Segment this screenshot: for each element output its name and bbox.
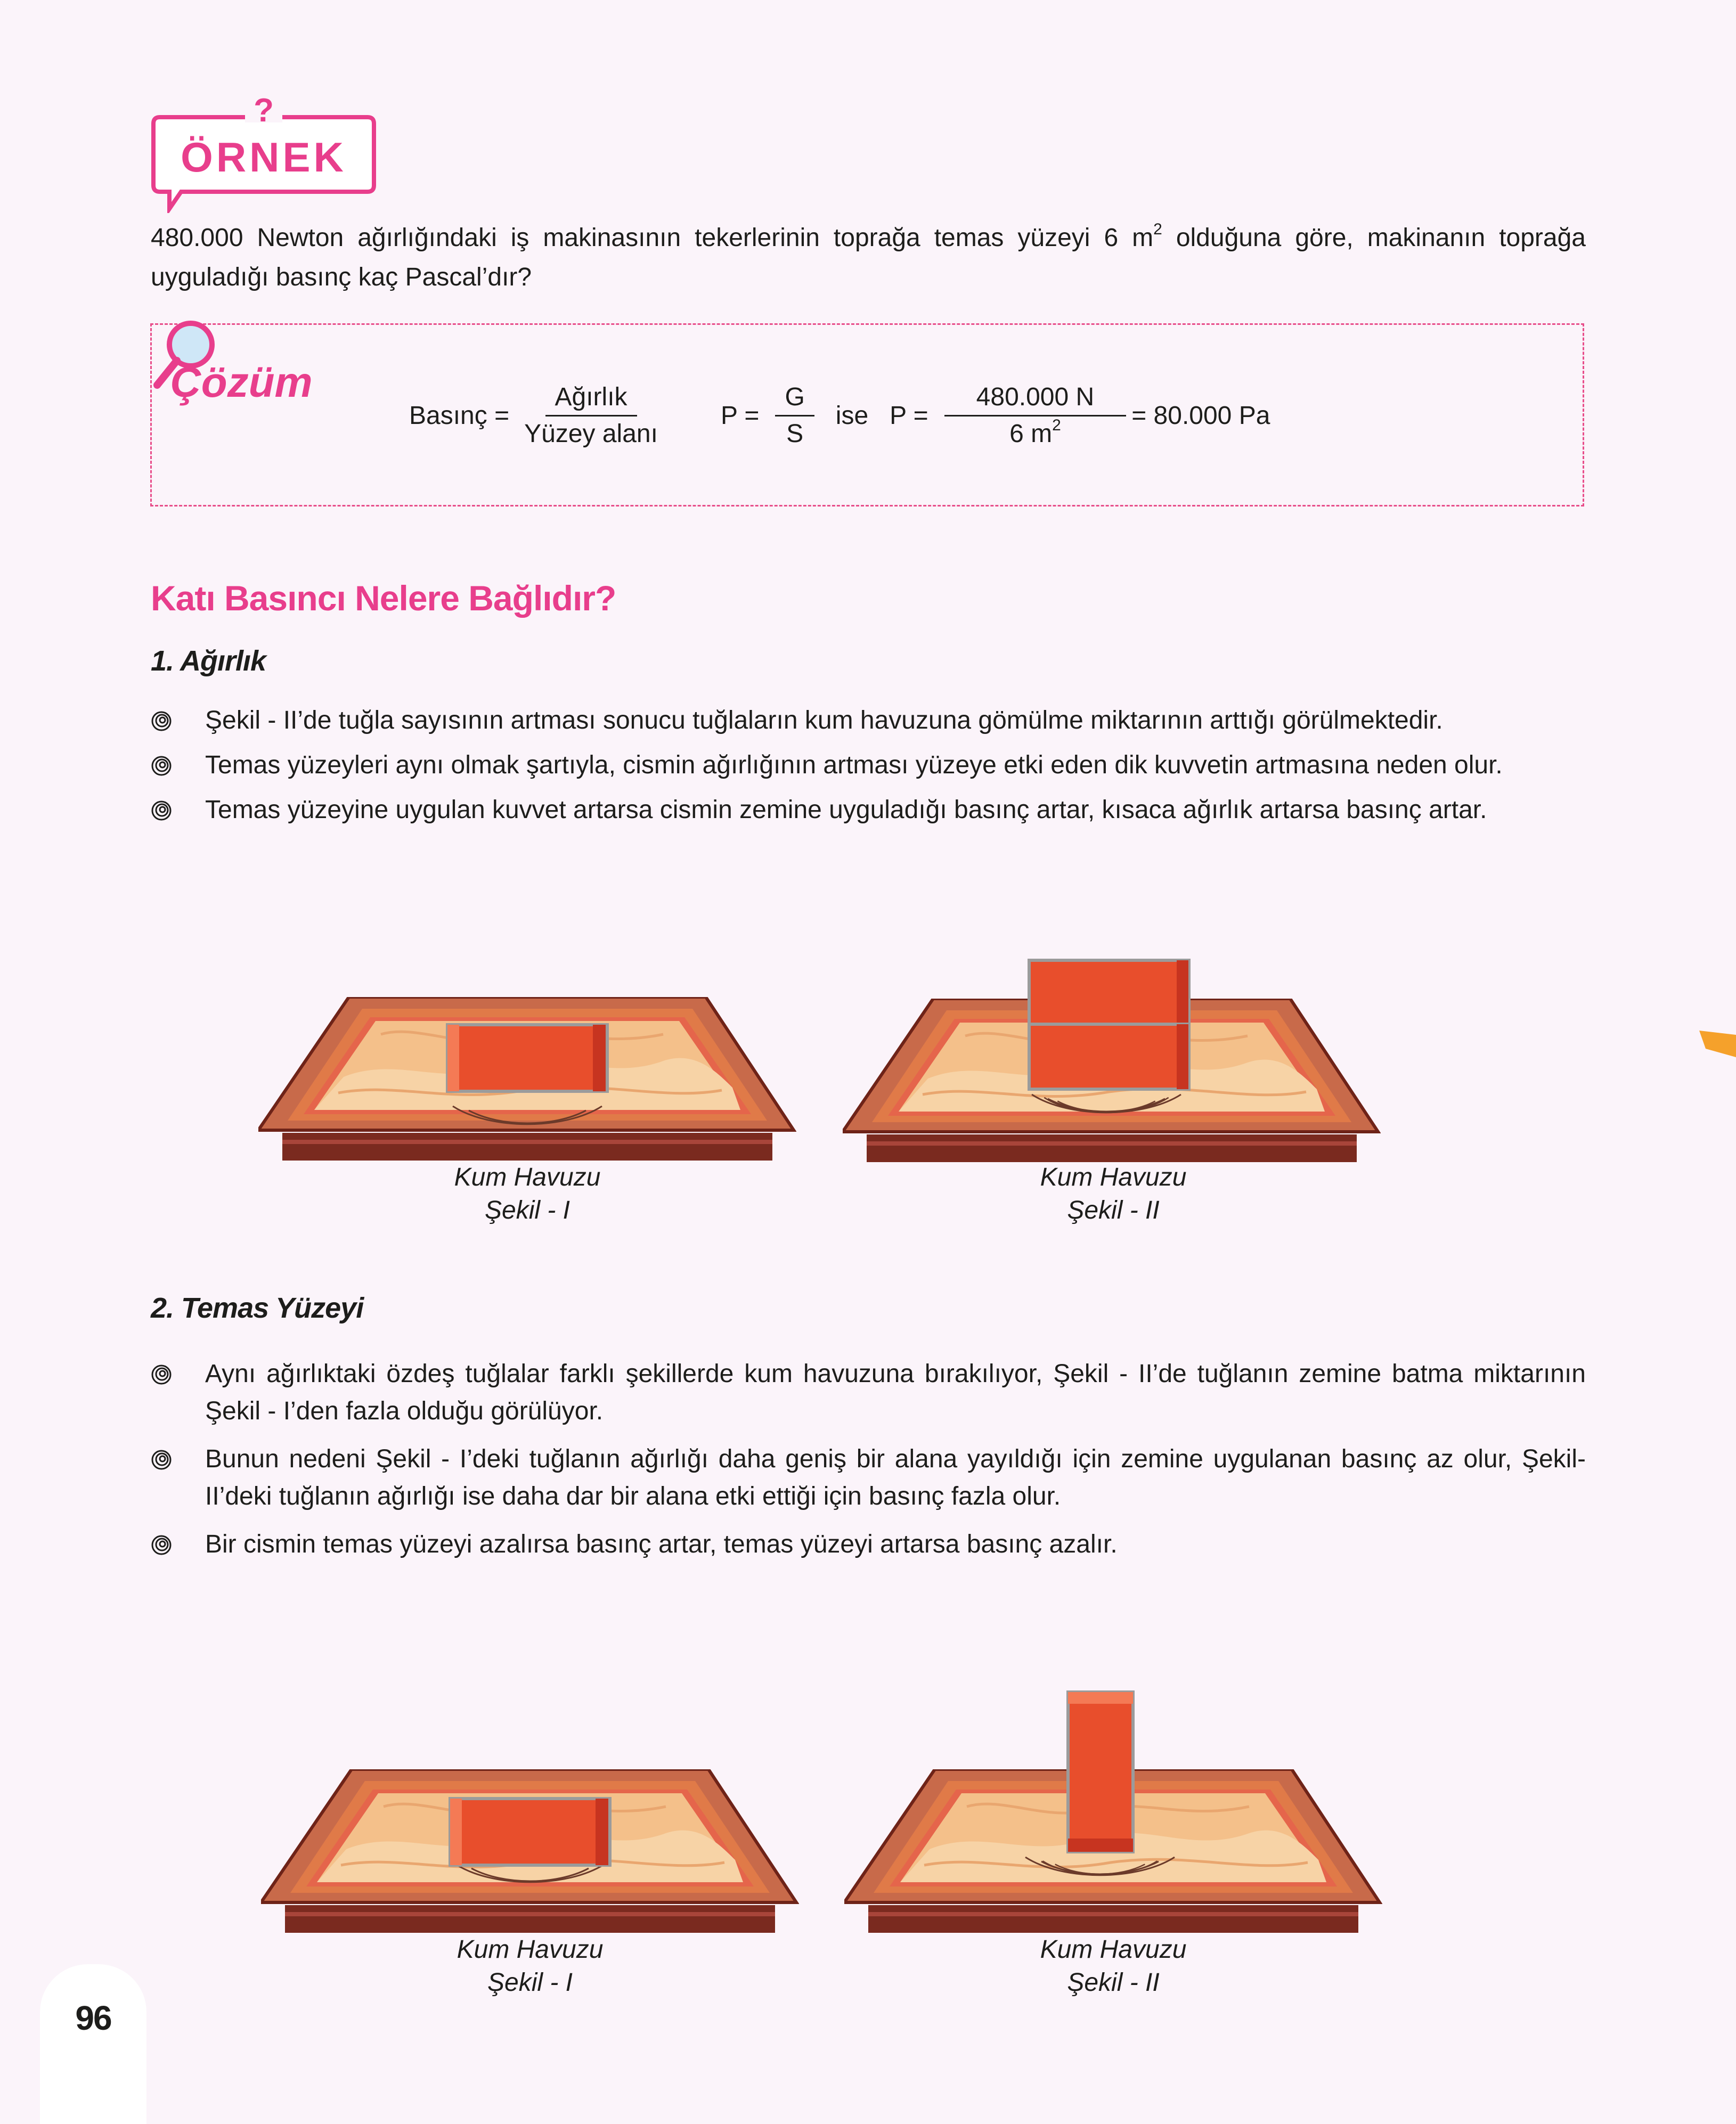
page-number-tab — [40, 1964, 146, 2124]
ornek-label: ÖRNEK — [181, 134, 347, 181]
section-title: Katı Basıncı Nelere Bağlıdır? — [151, 578, 616, 618]
list-item: Şekil - II’de tuğla sayısının artması sonucu tuğlaların kum havuzuna gömülme miktarının arttığı görülmektedir. — [151, 702, 1586, 739]
sandbox-figure-1 — [258, 997, 796, 1167]
figure-4-caption: Kum Havuzu Şekil - II — [1040, 1935, 1187, 1997]
figure-3-caption: Kum Havuzu Şekil - I — [457, 1935, 604, 1997]
page-number: 96 — [75, 1999, 111, 2037]
brick — [450, 1799, 610, 1865]
figure-2-caption: Kum Havuzu Şekil - II — [1040, 1163, 1187, 1224]
list-item: Temas yüzeyine uygulan kuvvet artarsa cismin zemine uyguladığı basınç artar, kısaca ağırlık artarsa basınç artar. — [151, 791, 1586, 829]
example-question: 480.000 Newton ağırlığındaki iş makinasının tekerlerinin toprağa temas yüzeyi 6 $m^2$ olduğuna göre, makinanın toprağa uyguladığı basınç kaç Pascal’dır? — [151, 220, 1586, 291]
solution-formula: Basınç = $\frac{\text{Ağırlık}}{\text{Yüzey alanı}}$ P = $\frac{G}{S}$ ise P = $\frac{480.000 N}{6 m^2}$ = 80.000 Pa — [409, 382, 1270, 448]
sandbox-figure-4 — [844, 1689, 1382, 1940]
spiral-bullet-icon — [151, 755, 172, 777]
spiral-bullet-icon — [151, 1534, 172, 1556]
spiral-bullet-icon — [151, 710, 172, 732]
side-tab-marker — [1699, 1031, 1736, 1057]
cozum-badge — [144, 317, 325, 423]
brick — [1029, 1024, 1189, 1089]
question-mark-icon: ? — [254, 96, 274, 129]
list-item: Temas yüzeyleri aynı olmak şartıyla, cismin ağırlığının artması yüzeye etki eden dik kuvvetin artmasına neden olur. — [151, 747, 1586, 784]
brick — [1029, 960, 1189, 1024]
list-item: Bunun nedeni Şekil - I’deki tuğlanın ağırlığı daha geniş bir alana yayıldığı için zemine uygulanan basınç az olur, Şekil-II’deki tuğlanın ağırlığı ise daha dar bir alana etki ettiği için basınç fazla olur. — [151, 1441, 1586, 1515]
list-item: Aynı ağırlıktaki özdeş tuğlalar farklı şekillerde kum havuzuna bırakılıyor, Şekil - II’de tuğlanın zemine batma miktarının Şekil - I’den fazla olduğu görülüyor. — [151, 1355, 1586, 1430]
spiral-bullet-icon — [151, 1364, 172, 1385]
ornek-badge — [149, 96, 384, 213]
part2-bullets — [151, 1355, 1586, 1563]
figure-1-caption: Kum Havuzu Şekil - I — [454, 1163, 601, 1224]
brick — [447, 1025, 607, 1091]
spiral-bullet-icon — [151, 800, 172, 821]
list-item: Bir cismin temas yüzeyi azalırsa basınç artar, temas yüzeyi artarsa basınç azalır. — [151, 1526, 1586, 1563]
part2-title: 2. Temas Yüzeyi — [151, 1292, 364, 1324]
sandbox-figure-2 — [843, 956, 1381, 1169]
brick — [1068, 1692, 1133, 1852]
sandbox-figure-3 — [261, 1769, 799, 1940]
part1-title: 1. Ağırlık — [151, 645, 266, 677]
part1-bullets — [151, 702, 1586, 829]
spiral-bullet-icon — [151, 1449, 172, 1471]
svg-text:Çözüm: Çözüm — [170, 358, 313, 406]
